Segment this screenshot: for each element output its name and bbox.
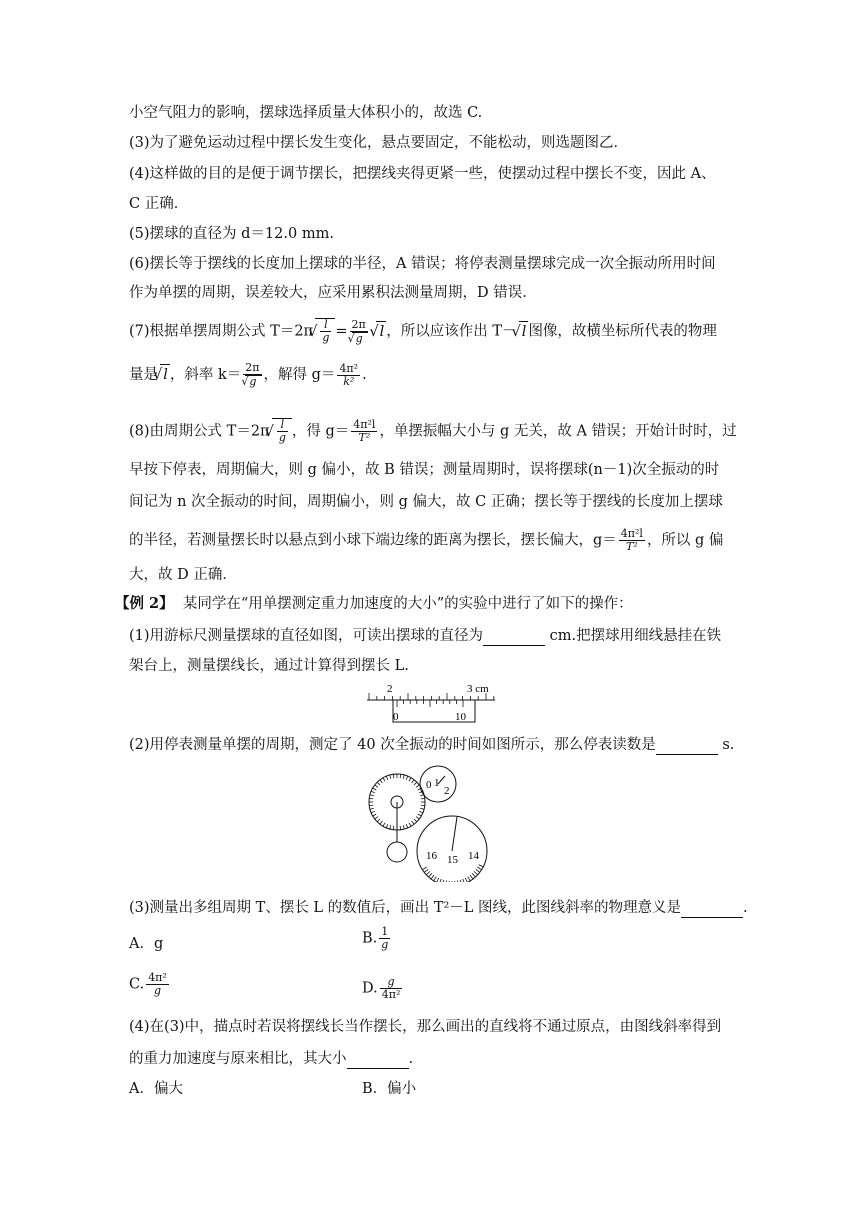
q4-option-b[interactable]: B．偏小 [362, 1081, 417, 1097]
tick-mark [477, 867, 481, 870]
question-1: (1)用游标尺测量摆球的直径如图，可读出摆球的直径为 cm.把摆球用细线悬挂在铁 [129, 628, 722, 644]
main-tick-label: 3 cm [467, 683, 489, 695]
formula-line-8b: 的半径，若测量摆长时以悬点到小球下端边缘的距离为摆长，摆长偏大，g＝ $\frac{\text{4π²l}}{\text{T²}}$ ，所以 g 偏 [129, 527, 724, 553]
tick-mark [369, 798, 373, 799]
text-line: 大，故 D 正确． [129, 567, 237, 583]
tick-mark [476, 869, 480, 872]
tick-mark [412, 821, 414, 824]
tick-mark [370, 795, 374, 796]
tick-mark [375, 817, 378, 819]
tick-mark [474, 871, 478, 874]
tick-mark [406, 824, 408, 828]
tick-mark [393, 826, 394, 830]
tick-mark [457, 880, 458, 882]
vernier-tick-label: 0 [393, 711, 399, 723]
svg-text:15: 15 [447, 854, 458, 866]
tick-mark [437, 878, 439, 882]
vernier-tick-label: 10 [455, 711, 466, 723]
tick-mark [383, 778, 385, 781]
tick-mark [431, 875, 434, 879]
tick-mark [420, 808, 424, 809]
tick-mark [369, 805, 373, 806]
tick-mark [380, 821, 382, 824]
example-heading: 【例 2】 某同学在“用单摆测定重力加速度的大小”的实验中进行了如下的操作： [115, 595, 633, 612]
tick-mark [371, 811, 375, 813]
question-4: 的重力加速度与原来相比，其大小 . [129, 1051, 414, 1067]
vernier-scale-ticks [397, 700, 463, 707]
text-line: (3)为了避免运动过程中摆长发生变化，悬点要固定，不能松动，则选题图乙． [129, 135, 629, 151]
tick-mark [386, 776, 388, 780]
q4-option-a[interactable]: A．偏大 [129, 1081, 183, 1097]
tick-mark [386, 824, 388, 828]
option-b[interactable]: B. $\frac{1}{g}$ [362, 925, 389, 951]
tick-mark [416, 785, 419, 787]
svg-text:2: 2 [444, 785, 450, 797]
tick-mark [393, 774, 394, 778]
tick-mark [442, 880, 443, 882]
text-line: (6)摆长等于摆线的长度加上摆球的半径，A 错误；将停表测量摆球完成一次全振动所用时间 [129, 256, 716, 272]
tick-mark [424, 869, 428, 872]
svg-text:14: 14 [468, 850, 479, 862]
tick-mark [373, 788, 376, 790]
text-line: (4)这样做的目的是便于调节摆长，把摆线夹得更紧一些，使摆动过程中摆长不变，因此 A、 [129, 166, 716, 182]
tick-mark [414, 782, 417, 785]
tick-mark [403, 825, 404, 829]
tick-mark [446, 880, 447, 882]
tick-mark [426, 871, 430, 874]
tick-mark [470, 875, 473, 879]
text-line: 架台上，测量摆线长，通过计算得到摆长 L. [129, 658, 409, 674]
tick-mark [422, 867, 426, 870]
text-line: (4)在(3)中，描点时若误将摆线长当作摆长，那么画出的直线将不通过原点，由图线斜率得到 [129, 1019, 722, 1035]
text-line: 小空气阻力的影响，摆球选择质量大体积小的，故选 C. [129, 105, 483, 121]
tick-mark [406, 776, 408, 780]
tick-mark [463, 879, 465, 882]
option-d[interactable]: D. $\frac{g}{\text{4π²}}$ [362, 975, 401, 1001]
tick-mark [429, 873, 432, 877]
tick-mark [390, 825, 391, 829]
tick-mark [416, 817, 419, 819]
tick-mark [409, 823, 411, 826]
svg-text:0: 0 [426, 779, 432, 791]
tick-mark [390, 775, 391, 779]
answer-blank[interactable] [483, 631, 545, 646]
tick-mark [383, 823, 385, 826]
tick-mark [421, 805, 425, 806]
formula-line-7b: 量是√ l ，斜率 k＝ 2π √ g ，解得 g＝ $\frac{\text{4π²}}{\text{k²}}$ . [129, 362, 367, 388]
stopwatch-figure [365, 764, 505, 882]
tick-mark [468, 877, 471, 881]
tick-mark [373, 814, 376, 816]
tick-mark [419, 811, 423, 813]
text-line: C 正确． [129, 196, 189, 212]
tick-mark [439, 879, 441, 882]
tick-mark [472, 873, 475, 877]
tick-mark [371, 791, 375, 793]
tick-mark [421, 798, 425, 799]
tick-mark [400, 774, 401, 778]
tick-mark [412, 780, 414, 783]
answer-blank[interactable] [347, 1054, 409, 1069]
svg-text:16: 16 [426, 850, 437, 862]
tick-mark [414, 819, 417, 822]
tick-mark [479, 865, 483, 867]
text-line: (5)摆球的直径为 d＝12.0 mm. [129, 226, 334, 242]
answer-blank[interactable] [656, 740, 718, 755]
formula-line-7: (7)根据单摆周期公式 T＝2π √ $\frac{l}{g}$ = 2π √ g √ l ，所以应该作出 T－√ l 图像，故横坐标所代表的物理 [129, 318, 717, 345]
question-2: (2)用停表测量单摆的周期，测定了 40 次全振动的时间如图所示，那么停表读数是 s. [129, 737, 735, 753]
tick-mark [380, 780, 382, 783]
tick-mark [418, 814, 421, 816]
text-line: 作为单摆的周期，误差较大，应采用累积法测量周期，D 错误． [129, 285, 537, 301]
option-c[interactable]: C. $\frac{\text{4π²}}{g}$ [129, 971, 167, 997]
tick-mark [409, 778, 411, 781]
text-line: 间记为 n 次全振动的时间，周期偏小，则 g 偏大，故 C 正确；摆长等于摆线的长度加上摆球 [129, 494, 723, 510]
stopwatch-crown [387, 842, 407, 862]
answer-blank[interactable] [681, 903, 743, 918]
tick-mark [403, 775, 404, 779]
svg-text:1: 1 [434, 777, 440, 789]
tick-mark [377, 782, 380, 785]
tick-mark [375, 785, 378, 787]
tick-mark [460, 880, 461, 882]
tick-mark [370, 808, 374, 809]
formula-line-8: (8)由周期公式 T＝2π √ $\frac{l}{g}$ ，得 g＝ $\frac{\text{4π²l}}{\text{T²}}$ ，单摆振幅大小与 g 无关，故 A 错误；开始计时时，过 [129, 418, 737, 444]
question-3: (3)测量出多组周期 T、摆长 L 的数值后，画出 T²－L 图线，此图线斜率的物理意义是 . [129, 900, 748, 916]
tick-mark [434, 877, 437, 881]
main-tick-label: 2 [387, 683, 393, 695]
option-a[interactable]: A．g [129, 936, 164, 952]
text-line: 早按下停表，周期偏大，则 g 偏小，故 B 错误；测量周期时，误将摆球(n－1)次全振动的时 [129, 462, 720, 478]
tick-mark [465, 878, 467, 882]
vernier-caliper-figure [365, 682, 500, 724]
tick-mark [400, 826, 401, 830]
tick-mark [377, 819, 380, 822]
